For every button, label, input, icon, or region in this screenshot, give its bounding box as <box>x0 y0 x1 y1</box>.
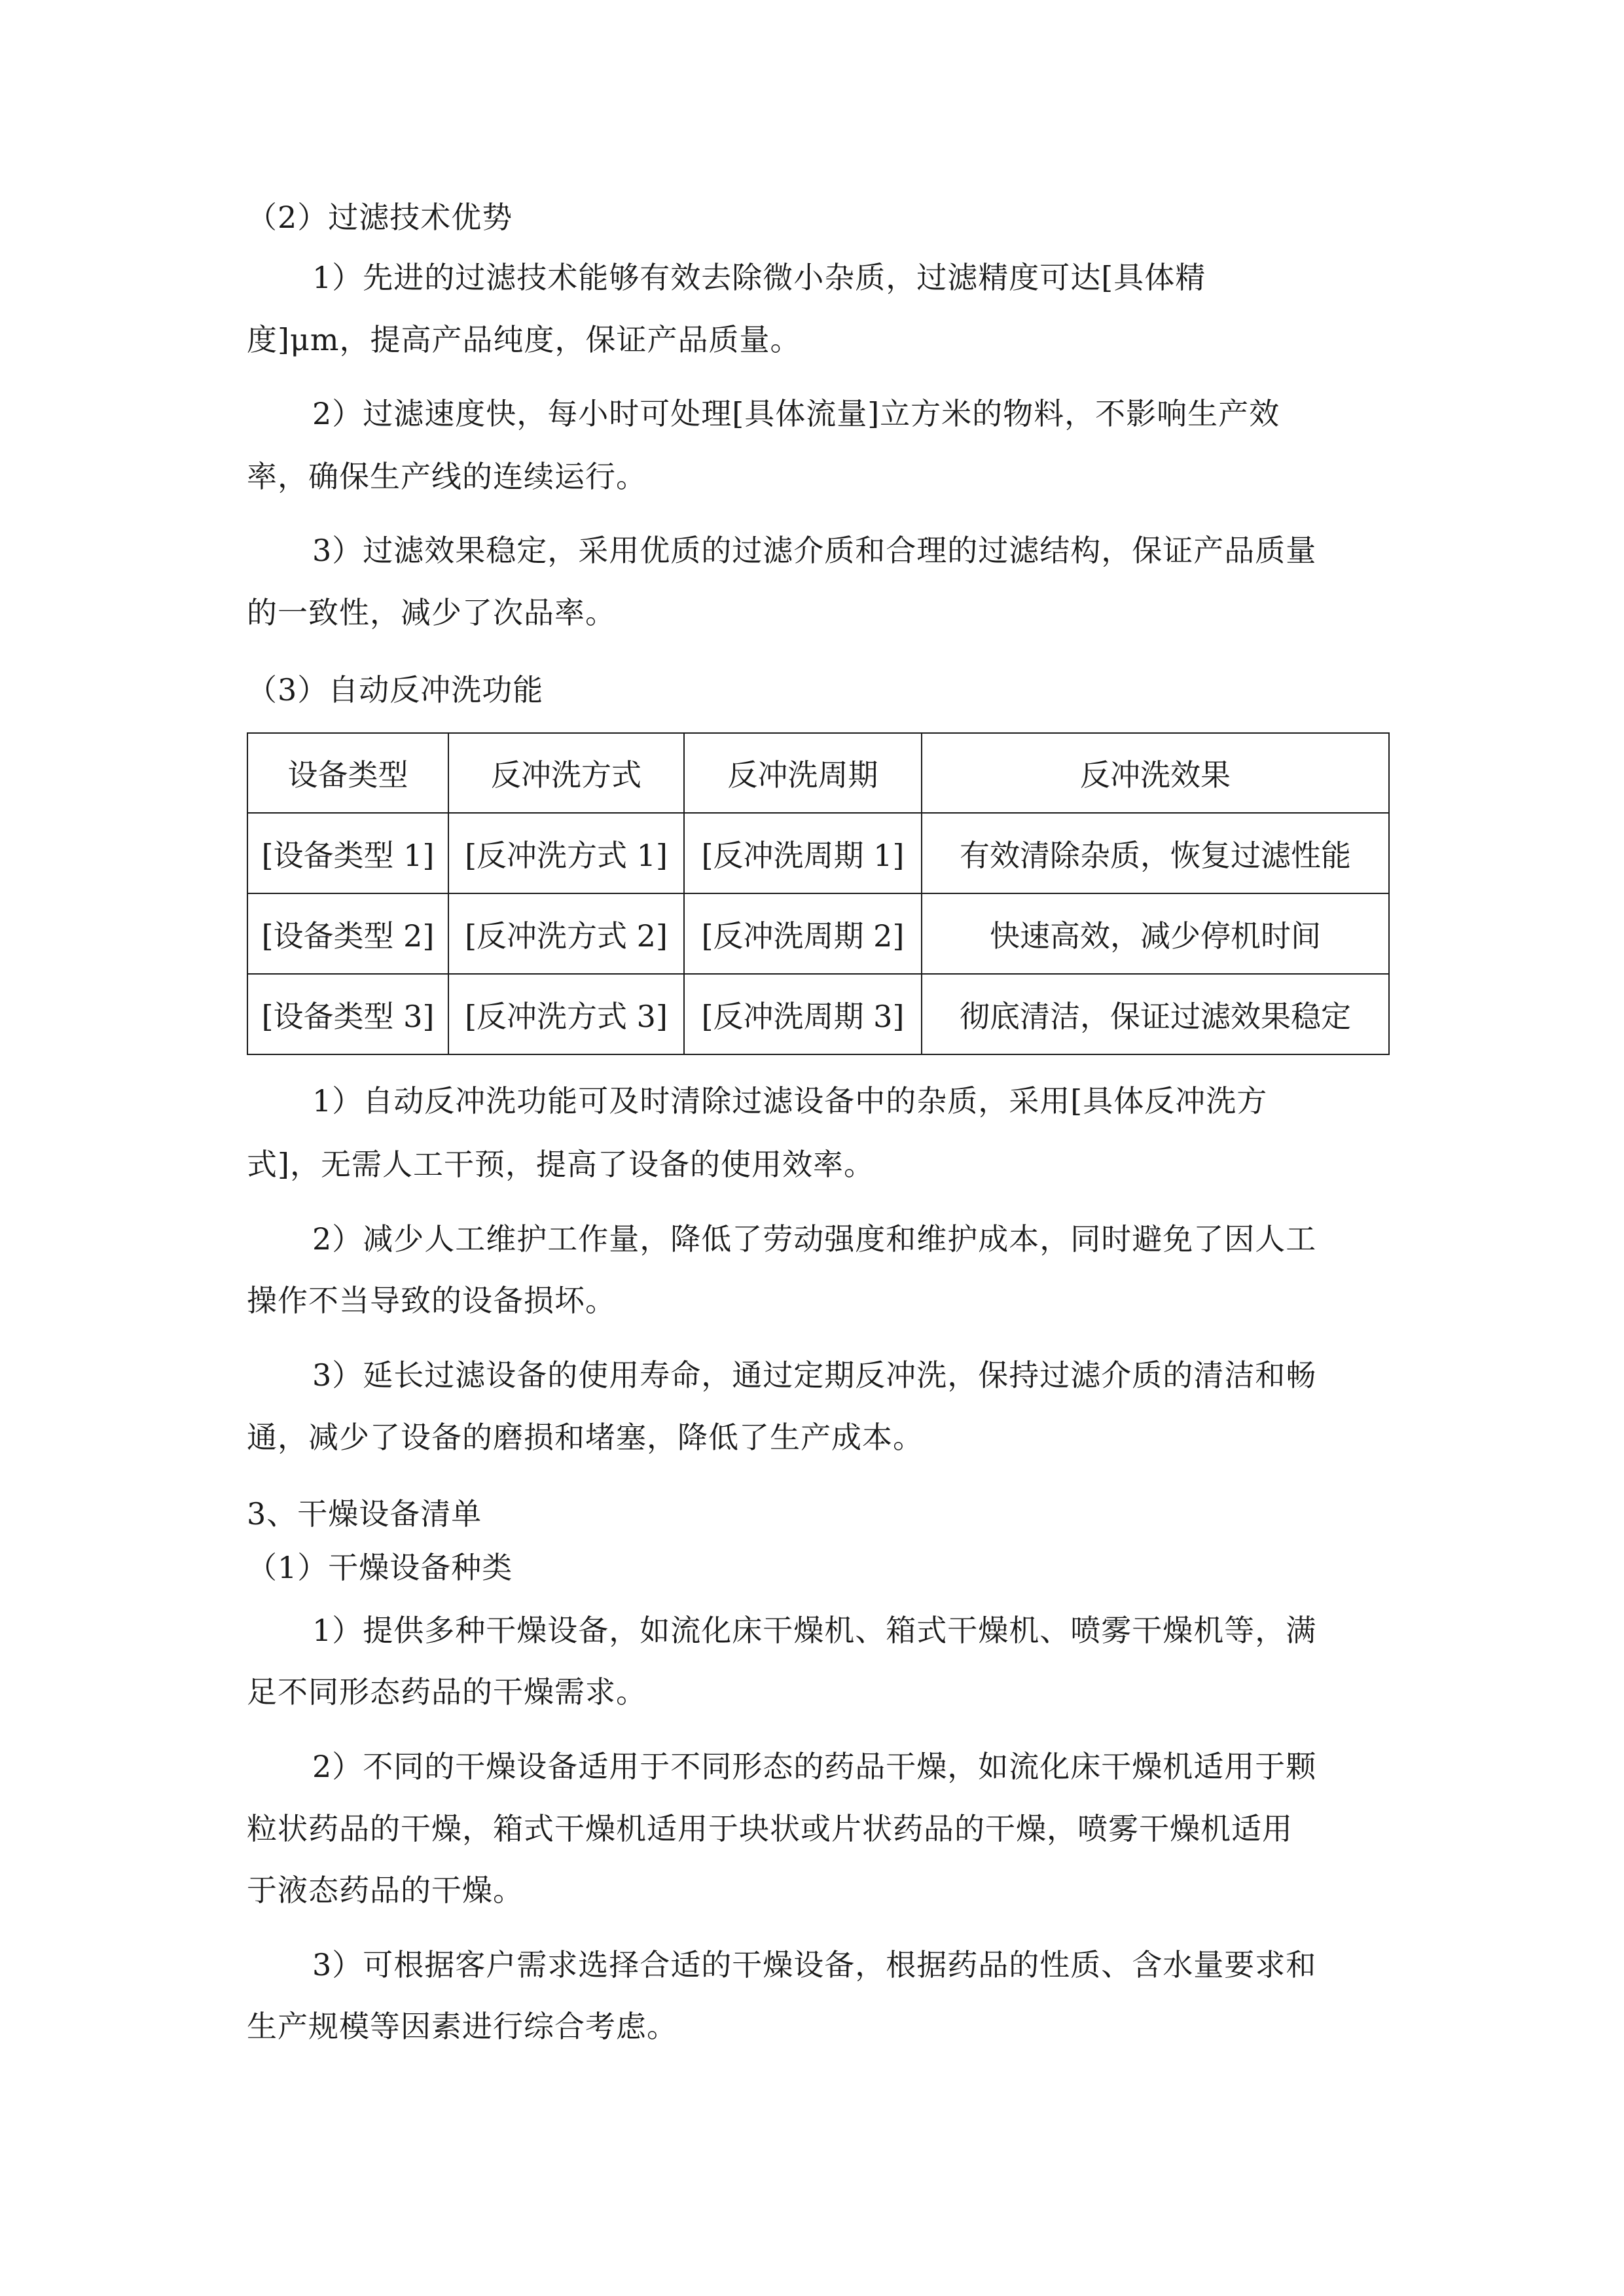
paragraph-line: 率，确保生产线的连续运行。 <box>247 459 647 494</box>
paragraph-line: 通，减少了设备的磨损和堵塞，降低了生产成本。 <box>247 1420 924 1455</box>
paragraph-line: 1）先进的过滤技术能够有效去除微小杂质，过滤精度可达[具体精 <box>312 260 1206 295</box>
paragraph-line: 1）提供多种干燥设备，如流化床干燥机、箱式干燥机、喷雾干燥机等，满 <box>312 1613 1317 1648</box>
table-cell: 有效清除杂质，恢复过滤性能 <box>922 813 1389 893</box>
table-cell: [设备类型 1] <box>247 813 448 893</box>
table-cell: [反冲洗周期 3] <box>684 974 922 1054</box>
backwash-table <box>247 732 1390 1055</box>
subsection-heading-dryer-types: （1）干燥设备种类 <box>247 1550 513 1585</box>
table-cell: [设备类型 3] <box>247 974 448 1054</box>
paragraph-line: 操作不当导致的设备损坏。 <box>247 1283 616 1318</box>
paragraph-line: 粒状药品的干燥，箱式干燥机适用于块状或片状药品的干燥，喷雾干燥机适用 <box>247 1811 1293 1846</box>
paragraph-line: 度]μm，提高产品纯度，保证产品质量。 <box>247 322 801 357</box>
section-heading-filter-advantages: （2）过滤技术优势 <box>247 200 513 235</box>
table-row <box>247 813 1389 893</box>
table-cell: [反冲洗周期 1] <box>684 813 922 893</box>
table-row <box>247 893 1389 974</box>
paragraph-line: 足不同形态药品的干燥需求。 <box>247 1674 647 1710</box>
paragraph-line: 的一致性，减少了次品率。 <box>247 595 616 630</box>
table-cell: [反冲洗方式 2] <box>448 893 684 974</box>
section-heading-dryer-list: 3、干燥设备清单 <box>247 1496 482 1532</box>
table-header-cell: 设备类型 <box>247 733 448 813</box>
table-cell: [反冲洗方式 3] <box>448 974 684 1054</box>
paragraph-line: 式]，无需人工干预，提高了设备的使用效率。 <box>247 1147 875 1182</box>
paragraph-line: 生产规模等因素进行综合考虑。 <box>247 2009 677 2044</box>
table-cell: [反冲洗周期 2] <box>684 893 922 974</box>
table-row <box>247 974 1389 1054</box>
table-header-row <box>247 733 1389 813</box>
table-cell: 彻底清洁，保证过滤效果稳定 <box>922 974 1389 1054</box>
paragraph-line: 3）可根据客户需求选择合适的干燥设备，根据药品的性质、含水量要求和 <box>312 1947 1317 1982</box>
paragraph-line: 3）过滤效果稳定，采用优质的过滤介质和合理的过滤结构，保证产品质量 <box>312 533 1317 568</box>
paragraph-line: 于液态药品的干燥。 <box>247 1873 524 1908</box>
paragraph-line: 2）减少人工维护工作量，降低了劳动强度和维护成本，同时避免了因人工 <box>312 1221 1317 1257</box>
paragraph-line: 2）过滤速度快，每小时可处理[具体流量]立方米的物料，不影响生产效 <box>312 396 1280 431</box>
table-cell: [设备类型 2] <box>247 893 448 974</box>
table-cell: 快速高效，减少停机时间 <box>922 893 1389 974</box>
table-cell: [反冲洗方式 1] <box>448 813 684 893</box>
paragraph-line: 1）自动反冲洗功能可及时清除过滤设备中的杂质，采用[具体反冲洗方 <box>312 1083 1268 1119</box>
paragraph-line: 3）延长过滤设备的使用寿命，通过定期反冲洗，保持过滤介质的清洁和畅 <box>312 1357 1317 1393</box>
table-header-cell: 反冲洗效果 <box>922 733 1389 813</box>
section-heading-auto-backwash: （3）自动反冲洗功能 <box>247 672 544 708</box>
table-header-cell: 反冲洗方式 <box>448 733 684 813</box>
paragraph-line: 2）不同的干燥设备适用于不同形态的药品干燥，如流化床干燥机适用于颗 <box>312 1749 1317 1784</box>
table-header-cell: 反冲洗周期 <box>684 733 922 813</box>
